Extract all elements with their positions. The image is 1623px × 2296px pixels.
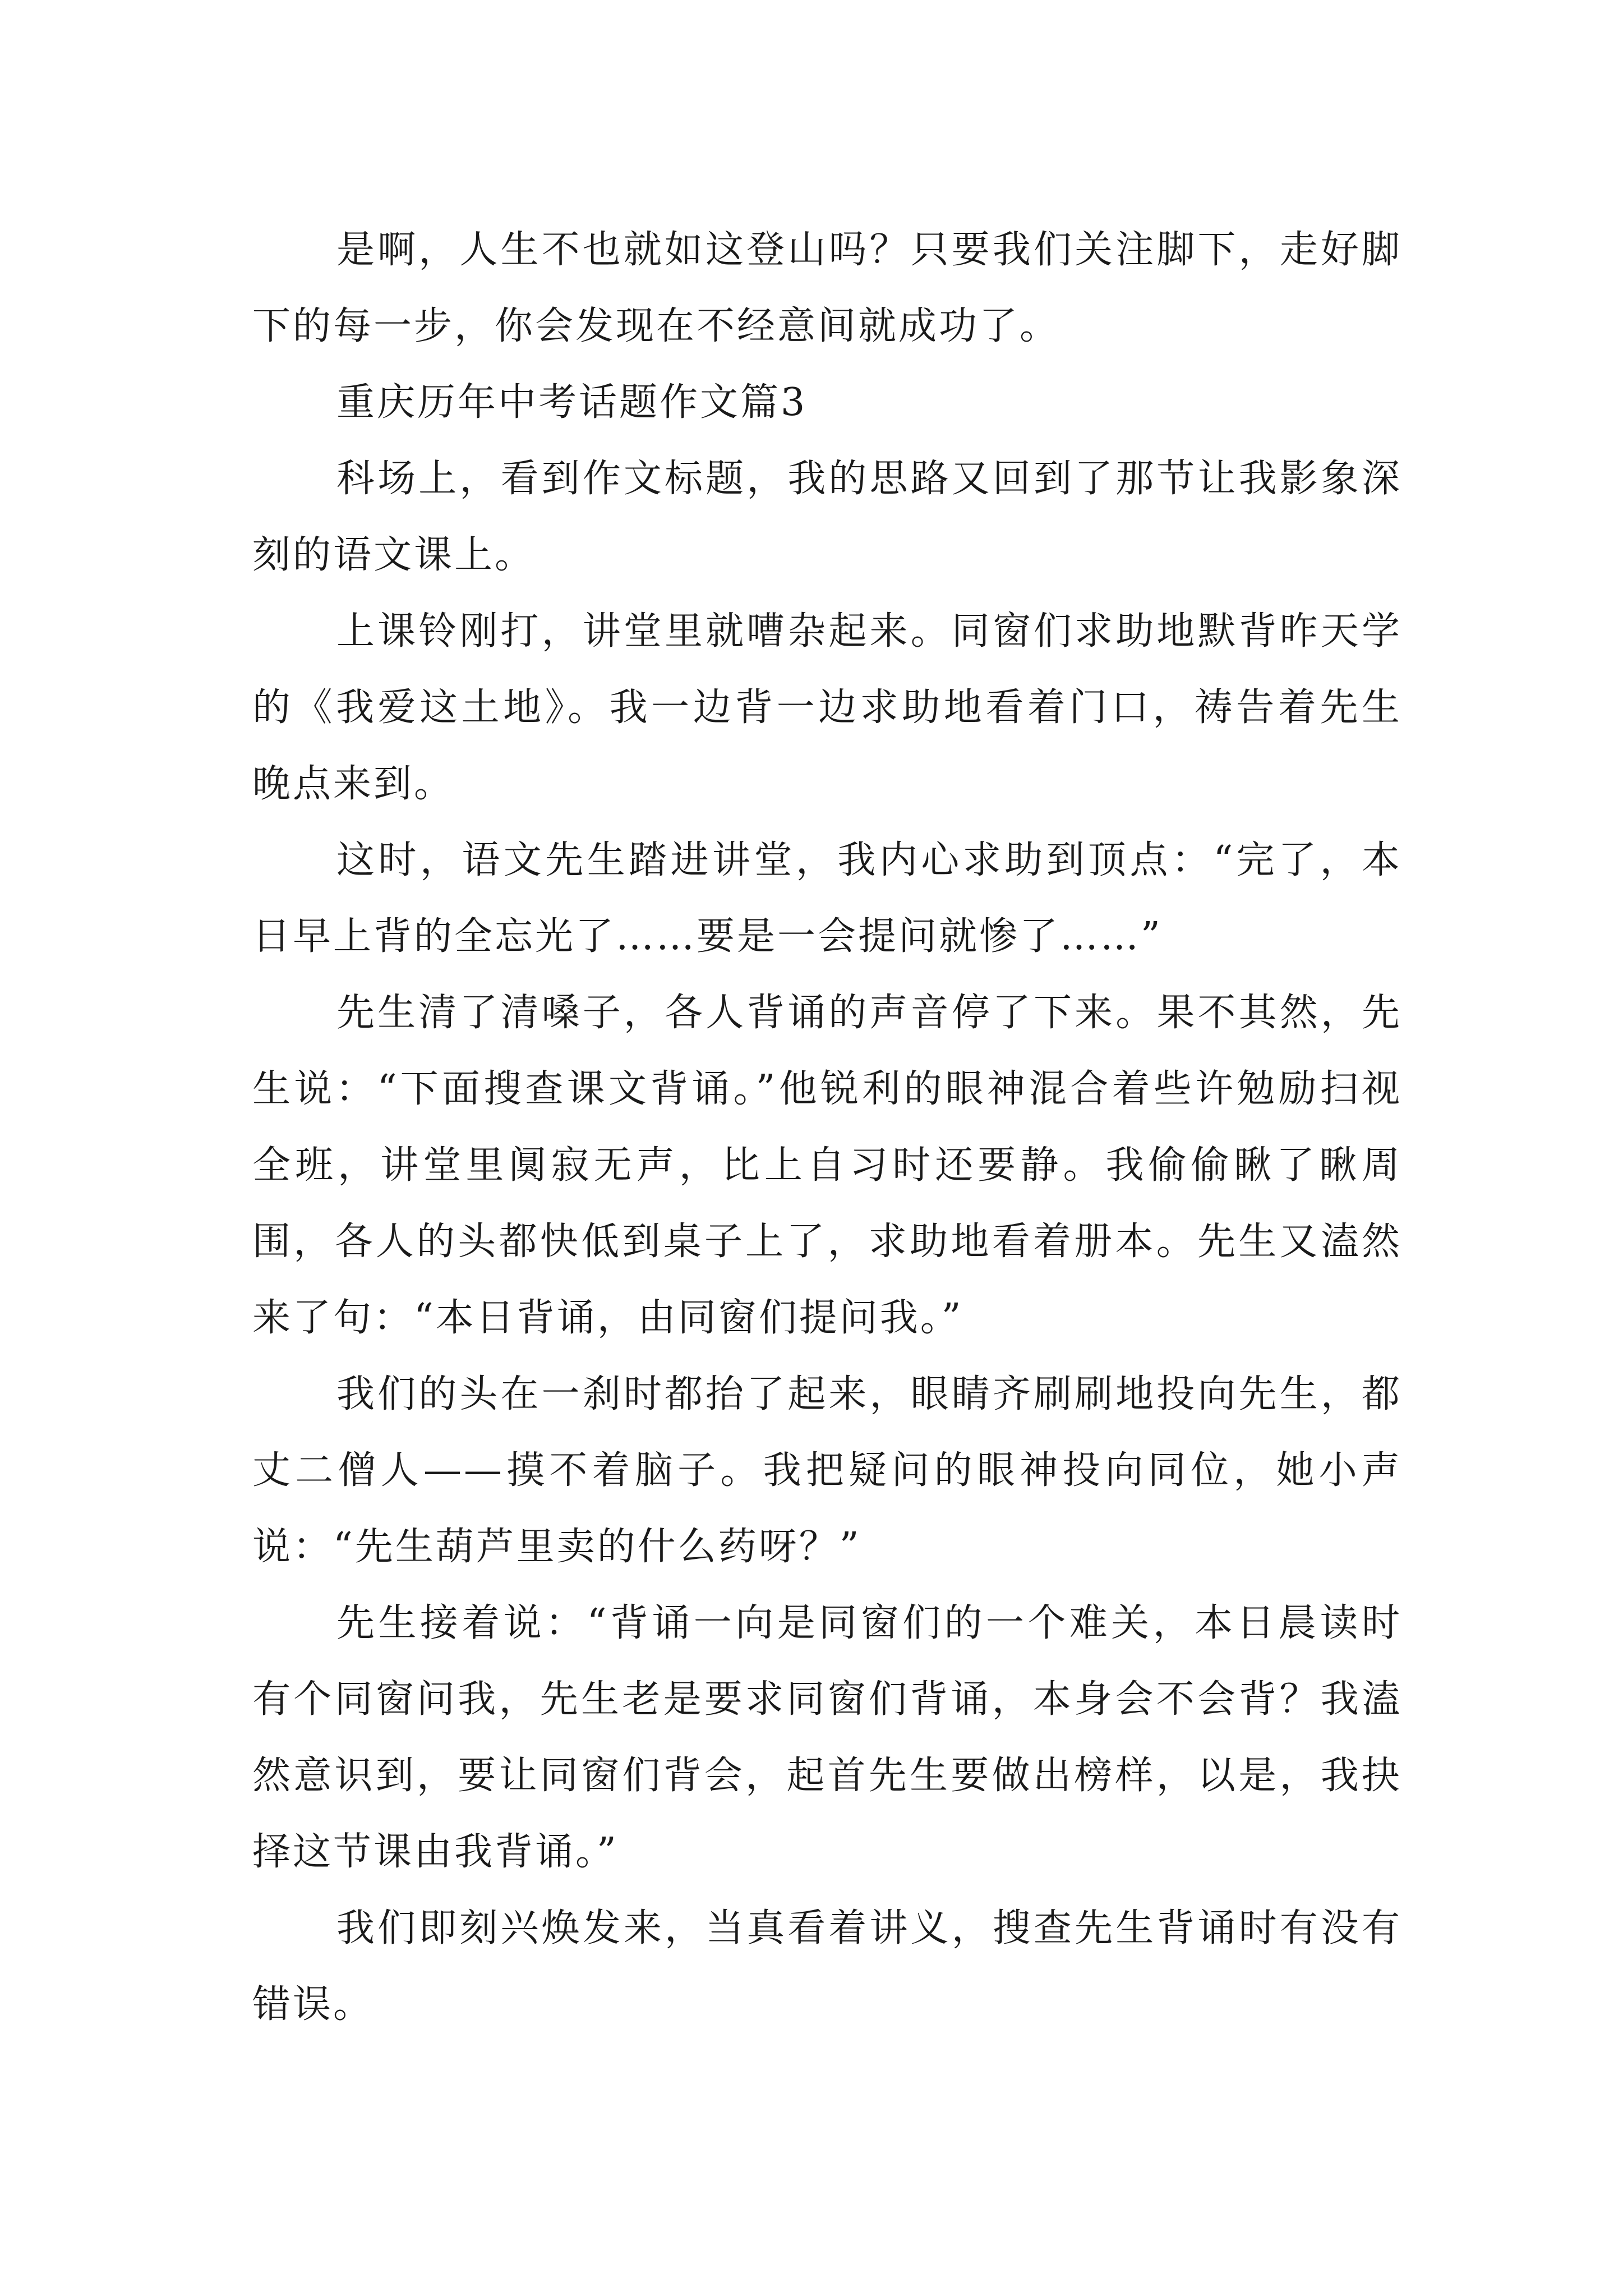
paragraph: 上课铃刚打，讲堂里就嘈杂起来。同窗们求助地默背昨天学的《我爱这土地》。我一边背一边求助地看着门口，祷告着先生晚点来到。 xyxy=(252,609,1402,806)
paragraph: 我们的头在一刹时都抬了起来，眼睛齐刷刷地投向先生，都丈二僧人——摸不着脑子。我把疑问的眼神投向同位，她小声说：“先生葫芦里卖的什么药呀？” xyxy=(252,1372,1402,1569)
paragraph: 是啊，人生不也就如这登山吗？只要我们关注脚下，走好脚下的每一步，你会发现在不经意间就成功了。 xyxy=(252,228,1402,348)
paragraph: 我们即刻兴焕发来，当真看着讲义，搜查先生背诵时有没有错误。 xyxy=(252,1906,1402,2027)
document-body xyxy=(252,212,1402,2043)
paragraph: 科场上，看到作文标题，我的思路又回到了那节让我影象深刻的语文课上。 xyxy=(252,457,1402,577)
paragraph: 这时，语文先生踏进讲堂，我内心求助到顶点：“完了，本日早上背的全忘光了……要是一会提问就惨了……” xyxy=(252,838,1402,959)
section-heading: 重庆历年中考话题作文篇3 xyxy=(336,380,808,425)
paragraph: 先生清了清嗓子，各人背诵的声音停了下来。果不其然，先生说：“下面搜查课文背诵。”他锐利的眼神混合着些许勉励扫视全班，讲堂里阒寂无声，比上自习时还要静。我偷偷瞅了瞅周围，各人的头都快低到桌子上了，求助地看着册本。先生又溘然来了句：“本日背诵，由同窗们提问我。” xyxy=(252,991,1402,1340)
paragraph: 先生接着说：“背诵一向是同窗们的一个难关，本日晨读时有个同窗问我，先生老是要求同窗们背诵，本身会不会背？我溘然意识到，要让同窗们背会，起首先生要做出榜样，以是，我抉择这节课由我背诵。” xyxy=(252,1601,1402,1874)
